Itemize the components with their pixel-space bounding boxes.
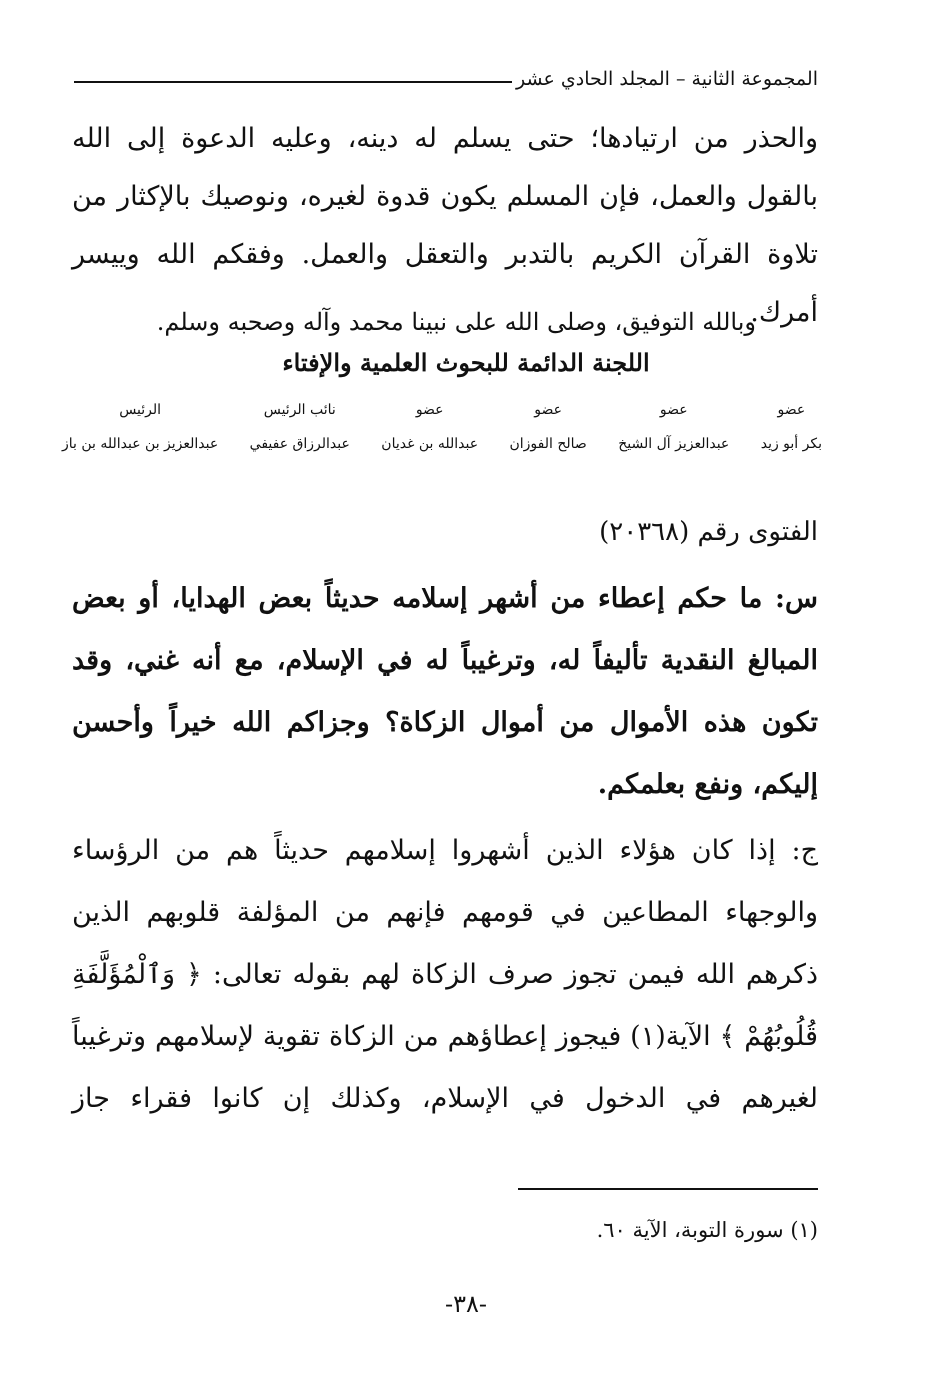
committee-title: اللجنة الدائمة للبحوث العلمية والإفتاء	[282, 348, 650, 377]
signatories-list	[62, 396, 822, 458]
signatory-name: صالح الفوزان	[509, 436, 587, 452]
signatory	[510, 396, 587, 458]
signatory-name: عبدالعزيز آل الشيخ	[618, 436, 730, 452]
fatwa-number: الفتوى رقم (٢٠٣٦٨)	[599, 517, 818, 547]
signatory-name: بكر أبو زيد	[760, 436, 822, 452]
signatory-role: عضو	[415, 402, 444, 418]
paragraph-text: والحذر من ارتيادها؛ حتى يسلم له دينه، وعليه الدعوة إلى الله بالقول والعمل، فإن المسلم يكون قدوة لغيره، ونوصيك بالإكثار من تلاوة القرآن الكريم بالتدبر والتعقل والعمل. وفقكم الله وييسر أمرك.	[72, 123, 818, 328]
signatory-name: عبدالرزاق عفيفي	[249, 436, 350, 452]
header-rule	[74, 81, 512, 83]
footnote: (١) سورة التوبة، الآية ٦٠.	[596, 1218, 818, 1242]
signatory-name: عبدالله بن غديان	[381, 436, 479, 452]
signatory-role: الرئيس	[119, 402, 162, 418]
signatory	[62, 396, 218, 458]
answer-text: ج: إذا كان هؤلاء الذين أشهروا إسلامهم حديثاً هم من الرؤساء والوجهاء المطاعين في قومهم فإنهم من المؤلفة قلوبهم الذين ذكرهم الله فيمن تجوز صرف الزكاة لهم بقوله تعالى: ﴿ وَٱلْمُؤَلَّفَةِ قُلُوبُهُمْ ﴾ الآية(١) فيجوز إعطاؤهم من الزكاة تقوية لإسلامهم وترغيباً لغيرهم في الدخول في الإسلام، وكذلك إن كانوا فقراء جاز	[72, 835, 818, 1114]
signatory	[761, 396, 822, 458]
page-number: -٣٨-	[445, 1290, 487, 1318]
signatory-role: نائب الرئيس	[263, 402, 336, 418]
signatory-role: عضو	[777, 402, 806, 418]
signatory	[381, 396, 478, 458]
running-header	[74, 62, 818, 96]
closing-line: وبالله التوفيق، وصلى الله على نبينا محمد وآله وصحبه وسلم.	[156, 308, 756, 336]
signatory	[250, 396, 350, 458]
header-title: المجموعة الثانية – المجلد الحادي عشر	[516, 68, 818, 90]
signatory-role: عضو	[659, 402, 688, 418]
question-text: س: ما حكم إعطاء من أشهر إسلامه حديثاً بعض الهدايا، أو بعض المبالغ النقدية تأليفاً له، وترغيباً له في الإسلام، مع أنه غني، وقد تكون هذه الأموال من أموال الزكاة؟ وجزاكم الله خيراً وأحسن إليكم، ونفع بعلمكم.	[72, 583, 818, 800]
signatory	[618, 396, 729, 458]
signatory-role: عضو	[534, 402, 563, 418]
footnote-rule	[518, 1188, 818, 1190]
signatory-name: عبدالعزيز بن عبدالله بن باز	[62, 436, 219, 452]
